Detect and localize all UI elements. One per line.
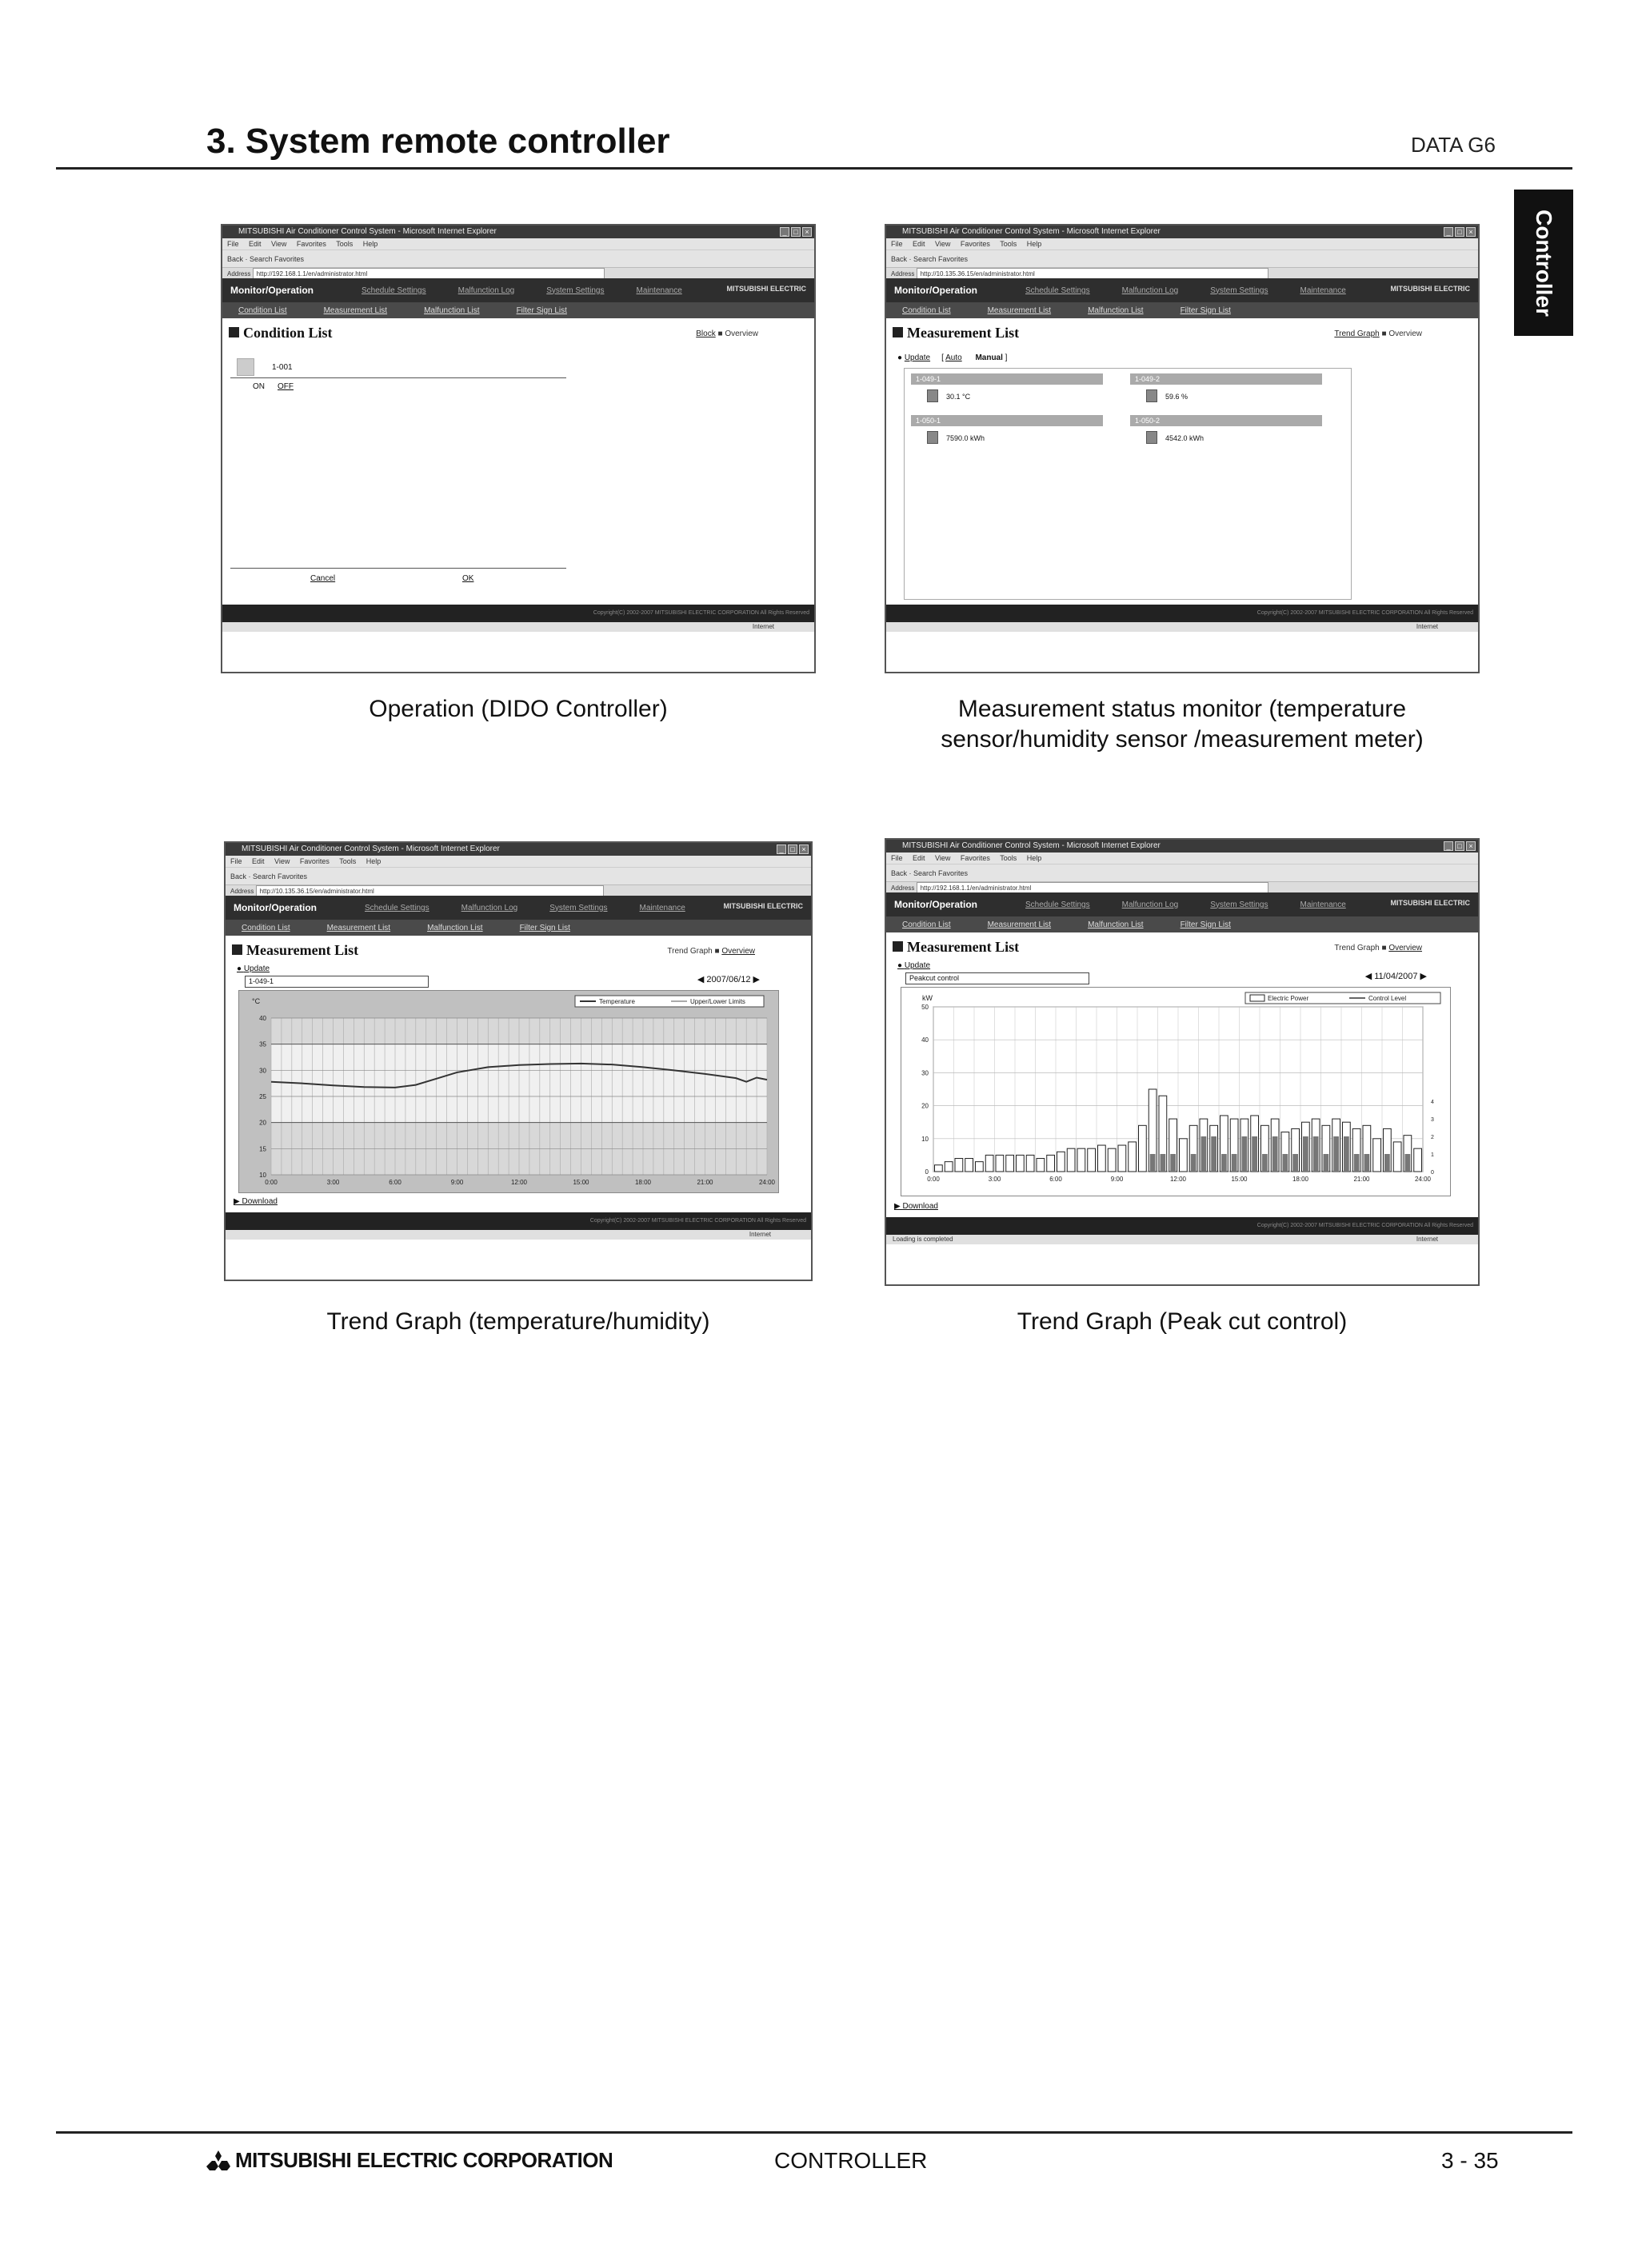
status-bar xyxy=(222,622,814,632)
power-bar xyxy=(1373,1139,1381,1172)
address-input[interactable]: http://10.135.36.15/en/administrator.html xyxy=(917,268,1268,278)
temperature-chart xyxy=(238,990,779,1193)
divider xyxy=(230,377,566,378)
footer-rule xyxy=(56,2131,1572,2134)
download-link[interactable]: ▶ Download xyxy=(234,1197,278,1206)
nav-malfunction-log[interactable]: Malfunction Log xyxy=(1121,285,1179,295)
power-bar xyxy=(985,1155,993,1172)
sensor-select[interactable]: 1-049-1 xyxy=(245,976,429,988)
nav-malfunction-log[interactable]: Malfunction Log xyxy=(1121,900,1179,909)
control-level-bar xyxy=(1232,1154,1237,1172)
x-tick-label: 9:00 xyxy=(450,1179,464,1186)
internet-zone: Internet xyxy=(1416,1236,1438,1243)
power-bar xyxy=(1037,1159,1045,1172)
sensor-header[interactable]: 1-050-1 xyxy=(911,415,1103,426)
caption-measurement-line1: Measurement status monitor (temperature xyxy=(957,696,1407,722)
x-tick-label: 0:00 xyxy=(265,1179,278,1186)
divider xyxy=(230,568,566,569)
control-level-bar xyxy=(1242,1136,1248,1172)
date-value: 11/04/2007 xyxy=(1374,972,1418,981)
control-level-bar xyxy=(1344,1136,1349,1172)
close-icon[interactable]: × xyxy=(799,845,809,854)
control-level-bar xyxy=(1292,1154,1298,1172)
x-tick-label: 18:00 xyxy=(634,1179,652,1186)
y-axis-label: kW xyxy=(922,994,933,1002)
sensor-value: 7590.0 kWh xyxy=(946,434,985,442)
page-title: 3. System remote controller xyxy=(206,122,670,161)
on-off-group xyxy=(253,382,294,391)
right-tick-label: 1 xyxy=(1431,1152,1434,1158)
content-title: Measurement List xyxy=(232,942,358,959)
nav-system-settings[interactable]: System Settings xyxy=(1210,285,1268,295)
app-nav xyxy=(886,892,1478,916)
y-tick-label: 20 xyxy=(921,1102,929,1110)
caption-trend-peakcut: Trend Graph (Peak cut control) xyxy=(1017,1308,1348,1335)
y-tick-label: 35 xyxy=(259,1040,266,1048)
control-level-bar xyxy=(1170,1154,1176,1172)
page-number: 3 - 35 xyxy=(1441,2148,1499,2173)
copyright-bar: Copyright(C) 2002-2007 MITSUBISHI ELECTRIC CORPORATION All Rights Reserved xyxy=(886,1217,1478,1235)
x-tick-label: 3:00 xyxy=(988,1176,1001,1183)
y-tick-label: 15 xyxy=(259,1145,266,1153)
content-area xyxy=(222,318,814,605)
unit-icon[interactable] xyxy=(237,358,254,376)
nav-monitor-operation[interactable]: Monitor/Operation xyxy=(234,902,317,913)
control-level-bar xyxy=(1262,1154,1268,1172)
x-tick-label: 15:00 xyxy=(573,1179,589,1186)
sensor-header[interactable]: 1-049-2 xyxy=(1130,373,1322,385)
meter-icon xyxy=(1146,431,1157,444)
power-bar xyxy=(1139,1125,1147,1172)
menu-bar[interactable]: File Edit View Favorites Tools Help xyxy=(886,852,1478,864)
sub-condition-list[interactable]: Condition List xyxy=(902,305,951,315)
sub-condition-list[interactable]: Condition List xyxy=(902,920,951,929)
control-level-bar xyxy=(1252,1136,1257,1172)
nav-schedule-settings[interactable]: Schedule Settings xyxy=(1025,900,1090,909)
peakcut-chart-svg xyxy=(901,988,1452,1197)
overview-link[interactable]: Overview xyxy=(1388,944,1422,952)
power-bar xyxy=(1067,1148,1075,1172)
y-tick-label: 50 xyxy=(921,1004,929,1011)
control-level-bar xyxy=(1150,1154,1156,1172)
power-bar xyxy=(945,1162,953,1172)
sub-condition-list[interactable]: Condition List xyxy=(238,305,287,315)
power-bar xyxy=(1180,1139,1188,1172)
window-title: MITSUBISHI Air Conditioner Control System - Microsoft Internet Explorer xyxy=(902,841,1161,850)
content-area xyxy=(886,318,1478,605)
copyright-bar: Copyright(C) 2002-2007 MITSUBISHI ELECTRIC CORPORATION All Rights Reserved xyxy=(886,605,1478,622)
status-bar xyxy=(226,1230,811,1240)
menu-bar[interactable]: File Edit View Favorites Tools Help xyxy=(226,856,811,867)
overview-link[interactable]: Overview xyxy=(721,947,755,956)
y-tick-label: 10 xyxy=(921,1135,929,1143)
power-bar xyxy=(1057,1152,1065,1172)
peakcut-chart xyxy=(901,987,1451,1196)
power-bar xyxy=(1088,1148,1096,1172)
content-area xyxy=(226,936,811,1212)
y-tick-label: 0 xyxy=(925,1168,929,1176)
screenshot-trend-peakcut xyxy=(885,838,1480,1286)
right-tick-label: 4 xyxy=(1431,1100,1434,1105)
internet-zone: Internet xyxy=(752,623,774,630)
control-level-bar xyxy=(1364,1154,1370,1172)
legend-label: Electric Power xyxy=(1268,995,1309,1002)
nav-maintenance[interactable]: Maintenance xyxy=(636,285,682,295)
address-input[interactable]: http://192.168.1.1/en/administrator.html xyxy=(917,882,1268,892)
control-level-bar xyxy=(1201,1136,1207,1172)
power-bar xyxy=(1006,1155,1014,1172)
nav-schedule-settings[interactable]: Schedule Settings xyxy=(365,903,429,912)
brand-logo: MITSUBISHI ELECTRIC xyxy=(726,285,806,293)
nav-system-settings[interactable]: System Settings xyxy=(546,285,605,295)
sensor-value: 4542.0 kWh xyxy=(1165,434,1205,442)
control-level-bar xyxy=(1303,1136,1308,1172)
nav-schedule-settings[interactable]: Schedule Settings xyxy=(1025,285,1090,295)
footer-section: CONTROLLER xyxy=(774,2148,928,2173)
nav-malfunction-log[interactable]: Malfunction Log xyxy=(457,285,515,295)
sub-nav xyxy=(886,302,1478,318)
y-tick-label: 40 xyxy=(259,1015,266,1022)
address-bar: Address http://192.168.1.1/en/administrator.html xyxy=(886,881,1478,892)
window-titlebar xyxy=(886,840,1478,852)
brand-logo: MITSUBISHI ELECTRIC xyxy=(1390,285,1470,293)
legend-label: Upper/Lower Limits xyxy=(690,998,745,1005)
minimize-icon[interactable]: _ xyxy=(1444,841,1453,851)
y-tick-label: 10 xyxy=(259,1172,266,1179)
sub-nav xyxy=(886,916,1478,932)
sub-malfunction-list[interactable]: Malfunction List xyxy=(1088,305,1144,315)
copyright-bar: Copyright(C) 2002-2007 MITSUBISHI ELECTRIC CORPORATION All Rights Reserved xyxy=(222,605,814,622)
power-bar xyxy=(1026,1155,1034,1172)
power-bar xyxy=(1077,1148,1085,1172)
sub-measurement-list[interactable]: Measurement List xyxy=(987,920,1052,929)
window-titlebar xyxy=(222,226,814,238)
nav-maintenance[interactable]: Maintenance xyxy=(639,903,685,912)
sensor-value: 59.6 % xyxy=(1165,393,1189,401)
power-bar xyxy=(935,1165,943,1172)
nav-schedule-settings[interactable]: Schedule Settings xyxy=(362,285,426,295)
close-icon[interactable]: × xyxy=(1466,227,1476,237)
view-switch: Trend Graph ■ Overview xyxy=(667,947,755,956)
x-tick-label: 3:00 xyxy=(326,1179,340,1186)
off-button[interactable]: OFF xyxy=(278,382,294,391)
close-icon[interactable]: × xyxy=(1466,841,1476,851)
content-title: Measurement List xyxy=(893,939,1019,956)
ok-button[interactable]: OK xyxy=(462,574,474,583)
menu-bar[interactable]: File Edit View Favorites Tools Help xyxy=(222,238,814,250)
maximize-icon[interactable]: □ xyxy=(791,227,801,237)
trend-graph-link[interactable]: Trend Graph xyxy=(1334,329,1380,338)
humidity-icon xyxy=(1146,389,1157,402)
power-bar xyxy=(976,1162,984,1172)
caption-trend-temperature: Trend Graph (temperature/humidity) xyxy=(326,1308,710,1335)
control-select[interactable]: Peakcut control xyxy=(905,972,1089,984)
right-tick-label: 0 xyxy=(1431,1170,1434,1176)
legend-label: Control Level xyxy=(1368,995,1407,1002)
right-tick-label: 2 xyxy=(1431,1135,1434,1140)
control-level-bar xyxy=(1283,1154,1288,1172)
nav-monitor-operation[interactable]: Monitor/Operation xyxy=(894,285,977,296)
x-tick-label: 24:00 xyxy=(1414,1176,1432,1183)
maximize-icon[interactable]: □ xyxy=(1455,227,1464,237)
control-level-bar xyxy=(1384,1154,1390,1172)
mitsubishi-diamond-icon xyxy=(206,2150,230,2171)
view-switch: Trend Graph ■ Overview xyxy=(1334,329,1422,338)
address-bar: Address http://192.168.1.1/en/administrator.html xyxy=(222,267,814,278)
content-area xyxy=(886,932,1478,1217)
x-tick-label: 15:00 xyxy=(1231,1176,1248,1183)
date-nav: ◀ 2007/06/12 ▶ xyxy=(697,975,760,984)
nav-monitor-operation[interactable]: Monitor/Operation xyxy=(894,899,977,910)
y-tick-label: 40 xyxy=(921,1036,929,1044)
control-level-bar xyxy=(1211,1136,1217,1172)
x-tick-label: 6:00 xyxy=(389,1179,402,1186)
content-title: Condition List xyxy=(229,325,333,341)
nav-system-settings[interactable]: System Settings xyxy=(549,903,608,912)
internet-zone: Internet xyxy=(749,1231,771,1238)
update-link[interactable]: ● Update xyxy=(237,964,270,973)
nav-maintenance[interactable]: Maintenance xyxy=(1300,285,1346,295)
thermometer-icon xyxy=(927,389,938,402)
address-input[interactable]: http://10.135.36.15/en/administrator.html xyxy=(256,885,605,896)
sub-measurement-list[interactable]: Measurement List xyxy=(326,923,391,932)
power-bar xyxy=(1017,1155,1025,1172)
view-switch: Trend Graph ■ Overview xyxy=(1334,944,1422,952)
sub-malfunction-list[interactable]: Malfunction List xyxy=(424,305,480,315)
company-name: MITSUBISHI ELECTRIC CORPORATION xyxy=(235,2148,613,2172)
control-level-bar xyxy=(1161,1154,1166,1172)
address-bar: Address http://10.135.36.15/en/administrator.html xyxy=(226,884,811,896)
x-tick-label: 24:00 xyxy=(758,1179,776,1186)
screenshot-trend-temperature xyxy=(224,841,813,1281)
control-level-bar xyxy=(1272,1136,1278,1172)
control-level-bar xyxy=(1313,1136,1319,1172)
update-link[interactable]: ● Update xyxy=(897,961,931,970)
window-titlebar xyxy=(886,226,1478,238)
browser-toolbar[interactable]: Back · Search Favorites xyxy=(222,250,814,267)
legend-label: Temperature xyxy=(599,998,635,1005)
power-bar xyxy=(965,1159,973,1172)
control-level-bar xyxy=(1191,1154,1197,1172)
view-switch: Block ■ Overview xyxy=(696,329,758,338)
sub-malfunction-list[interactable]: Malfunction List xyxy=(1088,920,1144,929)
address-input[interactable]: http://192.168.1.1/en/administrator.html xyxy=(253,268,605,278)
document-code: DATA G6 xyxy=(1411,133,1496,157)
y-tick-label: 25 xyxy=(259,1093,266,1100)
date-value: 2007/06/12 xyxy=(706,975,751,984)
power-bar xyxy=(1393,1142,1401,1172)
power-bar xyxy=(1108,1148,1116,1172)
power-bar xyxy=(1414,1148,1422,1172)
sub-filter-sign-list[interactable]: Filter Sign List xyxy=(516,305,567,315)
control-level-bar xyxy=(1405,1154,1411,1172)
y-tick-label: 30 xyxy=(259,1067,266,1075)
sub-nav xyxy=(226,920,811,936)
side-tab-label: Controller xyxy=(1532,209,1556,317)
power-bar xyxy=(1118,1145,1126,1172)
address-bar: Address http://10.135.36.15/en/administrator.html xyxy=(886,267,1478,278)
x-tick-label: 12:00 xyxy=(510,1179,528,1186)
screenshot-measurement-list xyxy=(885,224,1480,673)
auto-option[interactable]: Auto xyxy=(945,353,962,362)
sub-nav xyxy=(222,302,814,318)
caption-measurement-line2: sensor/humidity sensor /measurement meter) xyxy=(941,726,1424,753)
legend-swatch-power xyxy=(1250,995,1264,1001)
temperature-chart-svg xyxy=(239,991,780,1194)
date-nav: ◀ 11/04/2007 ▶ xyxy=(1364,972,1427,981)
app-nav xyxy=(222,278,814,302)
control-level-bar xyxy=(1333,1136,1339,1172)
sub-filter-sign-list[interactable]: Filter Sign List xyxy=(1180,920,1231,929)
minimize-icon[interactable]: _ xyxy=(777,845,786,854)
browser-toolbar[interactable]: Back · Search Favorites xyxy=(226,867,811,884)
sub-condition-list[interactable]: Condition List xyxy=(242,923,290,932)
window-title: MITSUBISHI Air Conditioner Control System - Microsoft Internet Explorer xyxy=(242,845,500,853)
control-level-bar xyxy=(1354,1154,1360,1172)
minimize-icon[interactable]: _ xyxy=(1444,227,1453,237)
x-tick-label: 21:00 xyxy=(1353,1176,1370,1183)
brand-logo: MITSUBISHI ELECTRIC xyxy=(723,902,803,910)
nav-system-settings[interactable]: System Settings xyxy=(1210,900,1268,909)
block-link[interactable]: Block xyxy=(696,329,716,338)
screenshot-condition-list xyxy=(221,224,816,673)
power-bar xyxy=(1129,1142,1137,1172)
measurement-panel xyxy=(904,368,1352,600)
sub-measurement-list[interactable]: Measurement List xyxy=(323,305,388,315)
manual-option[interactable]: Manual xyxy=(975,353,1003,362)
nav-maintenance[interactable]: Maintenance xyxy=(1300,900,1346,909)
sensor-value: 30.1 °C xyxy=(946,393,971,401)
meter-icon xyxy=(927,431,938,444)
status-bar xyxy=(886,1235,1478,1244)
update-controls: ● Update [ Auto Manual ] xyxy=(897,353,1008,362)
sub-filter-sign-list[interactable]: Filter Sign List xyxy=(1180,305,1231,315)
y-tick-label: 20 xyxy=(259,1119,266,1127)
nav-malfunction-log[interactable]: Malfunction Log xyxy=(461,903,518,912)
x-tick-label: 18:00 xyxy=(1292,1176,1309,1183)
control-level-bar xyxy=(1221,1154,1227,1172)
menu-bar[interactable]: File Edit View Favorites Tools Help xyxy=(886,238,1478,250)
copyright-bar: Copyright(C) 2002-2007 MITSUBISHI ELECTRIC CORPORATION All Rights Reserved xyxy=(226,1212,811,1230)
power-bar xyxy=(1098,1145,1106,1172)
maximize-icon[interactable]: □ xyxy=(788,845,797,854)
power-bar xyxy=(1047,1155,1055,1172)
cancel-button[interactable]: Cancel xyxy=(310,574,336,583)
power-bar xyxy=(955,1159,963,1172)
header-rule xyxy=(56,167,1572,170)
y-tick-label: 30 xyxy=(921,1069,929,1077)
side-tab xyxy=(1514,190,1573,336)
x-tick-label: 9:00 xyxy=(1110,1176,1124,1183)
x-tick-label: 12:00 xyxy=(1169,1176,1187,1183)
app-nav xyxy=(226,896,811,920)
x-tick-label: 21:00 xyxy=(697,1179,713,1186)
caption-operation: Operation (DIDO Controller) xyxy=(369,696,668,722)
right-tick-label: 3 xyxy=(1431,1117,1434,1123)
browser-toolbar[interactable]: Back · Search Favorites xyxy=(886,250,1478,267)
download-link[interactable]: ▶ Download xyxy=(894,1202,938,1211)
internet-zone: Internet xyxy=(1416,623,1438,630)
maximize-icon[interactable]: □ xyxy=(1455,841,1464,851)
update-link[interactable]: Update xyxy=(904,353,931,362)
unit-id: 1-001 xyxy=(272,363,293,372)
close-icon[interactable]: × xyxy=(802,227,812,237)
sensor-header[interactable]: 1-049-1 xyxy=(911,373,1103,385)
status-text: Loading is completed xyxy=(893,1236,953,1243)
minimize-icon[interactable]: _ xyxy=(780,227,789,237)
y-axis-label: °C xyxy=(252,997,261,1005)
brand-logo: MITSUBISHI ELECTRIC xyxy=(1390,899,1470,907)
power-bar xyxy=(996,1155,1004,1172)
on-button[interactable]: ON xyxy=(253,382,265,391)
control-level-bar xyxy=(1324,1154,1329,1172)
status-bar xyxy=(886,622,1478,632)
sub-malfunction-list[interactable]: Malfunction List xyxy=(427,923,483,932)
window-titlebar xyxy=(226,843,811,856)
nav-monitor-operation[interactable]: Monitor/Operation xyxy=(230,285,314,296)
app-nav xyxy=(886,278,1478,302)
sub-measurement-list[interactable]: Measurement List xyxy=(987,305,1052,315)
window-title: MITSUBISHI Air Conditioner Control System - Microsoft Internet Explorer xyxy=(238,227,497,236)
sub-filter-sign-list[interactable]: Filter Sign List xyxy=(519,923,570,932)
sensor-header[interactable]: 1-050-2 xyxy=(1130,415,1322,426)
browser-toolbar[interactable]: Back · Search Favorites xyxy=(886,864,1478,881)
footer-logo xyxy=(206,2148,613,2173)
x-tick-label: 0:00 xyxy=(927,1176,940,1183)
window-title: MITSUBISHI Air Conditioner Control System - Microsoft Internet Explorer xyxy=(902,227,1161,236)
content-title: Measurement List xyxy=(893,325,1019,341)
x-tick-label: 6:00 xyxy=(1049,1176,1062,1183)
